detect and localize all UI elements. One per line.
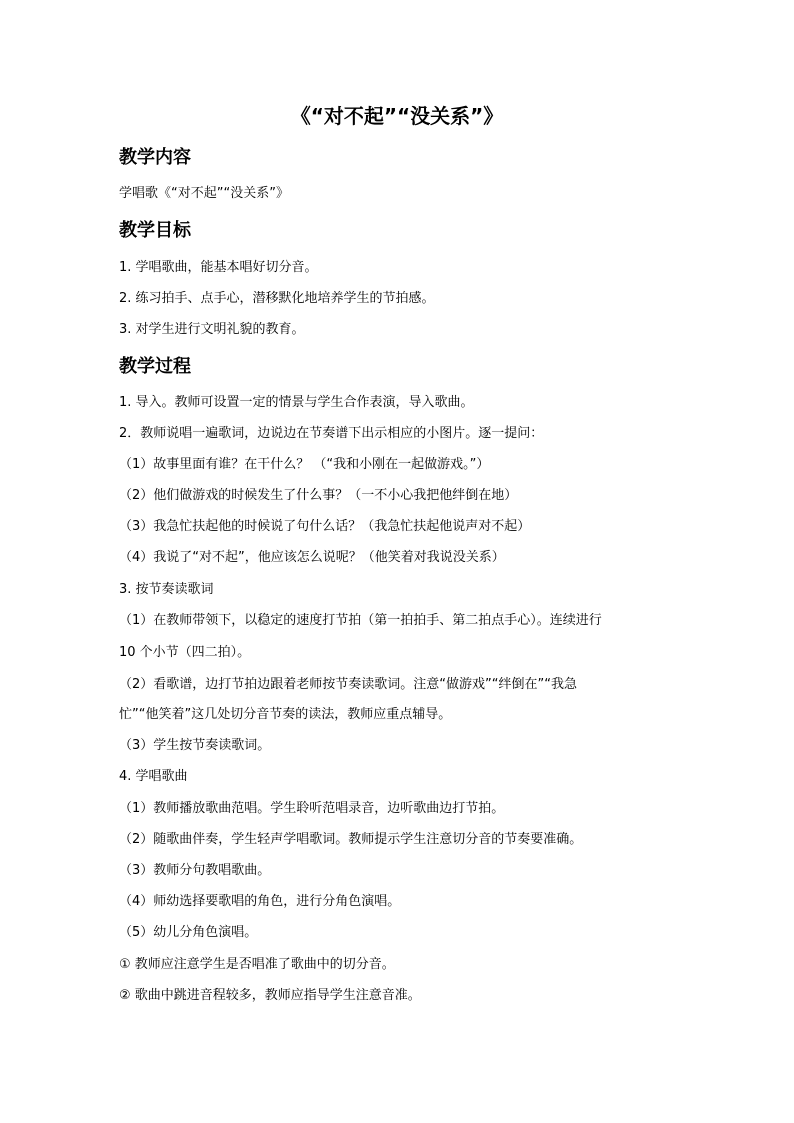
section-heading-process: 教学过程 bbox=[119, 356, 191, 377]
content-line: 学唱歌《“对不起”“没关系”》 bbox=[119, 186, 289, 201]
process-line: 10 个小节（四二拍）。 bbox=[119, 645, 251, 660]
goal-line: 3. 对学生进行文明礼貌的教育。 bbox=[119, 322, 305, 337]
process-line: （4）师幼选择要歌唱的角色，进行分角色演唱。 bbox=[119, 894, 401, 909]
process-line: （1）故事里面有谁？在干什么？ （“我和小刚在一起做游戏。”） bbox=[119, 457, 490, 472]
process-line: （2）随歌曲伴奏，学生轻声学唱歌词。教师提示学生注意切分音的节奏要准确。 bbox=[119, 832, 583, 847]
process-line: （2）他们做游戏的时候发生了什么事？（一不小心我把他绊倒在地） bbox=[119, 488, 518, 503]
section-heading-goals: 教学目标 bbox=[119, 220, 191, 241]
process-line: （3）我急忙扶起他的时候说了句什么话？（我急忙扶起他说声对不起） bbox=[119, 519, 531, 534]
process-line: （5）幼儿分角色演唱。 bbox=[119, 925, 258, 940]
process-line: ② 歌曲中跳进音程较多，教师应指导学生注意音准。 bbox=[119, 988, 421, 1003]
process-line: 2．教师说唱一遍歌词，边说边在节奏谱下出示相应的小图片。逐一提问： bbox=[119, 426, 544, 441]
process-line: （1）在教师带领下，以稳定的速度打节拍（第一拍拍手、第二拍点手心）。连续进行 bbox=[119, 613, 602, 628]
process-line: ① 教师应注意学生是否唱准了歌曲中的切分音。 bbox=[119, 957, 395, 972]
goal-line: 2. 练习拍手、点手心，潜移默化地培养学生的节拍感。 bbox=[119, 291, 435, 306]
document-title: 《“对不起”“没关系”》 bbox=[290, 104, 504, 128]
goal-line: 1. 学唱歌曲，能基本唱好切分音。 bbox=[119, 260, 318, 275]
section-heading-content: 教学内容 bbox=[119, 147, 191, 168]
process-line: （2）看歌谱，边打节拍边跟着老师按节奏读歌词。注意“做游戏”“绊倒在”“我急 bbox=[119, 677, 577, 692]
process-line: 4. 学唱歌曲 bbox=[119, 769, 188, 784]
process-line: （4）我说了“对不起”，他应该怎么说呢？（他笑着对我说没关系） bbox=[119, 550, 505, 565]
process-line: （1）教师播放歌曲范唱。学生聆听范唱录音，边听歌曲边打节拍。 bbox=[119, 801, 505, 816]
process-line: 忙”“他笑着”这几处切分音节奏的读法，教师应重点辅导。 bbox=[119, 707, 452, 722]
process-line: （3）学生按节奏读歌词。 bbox=[119, 738, 271, 753]
process-line: （3）教师分句教唱歌曲。 bbox=[119, 863, 271, 878]
process-line: 3. 按节奏读歌词 bbox=[119, 582, 214, 597]
process-line: 1. 导入。教师可设置一定的情景与学生合作表演，导入歌曲。 bbox=[119, 395, 474, 410]
